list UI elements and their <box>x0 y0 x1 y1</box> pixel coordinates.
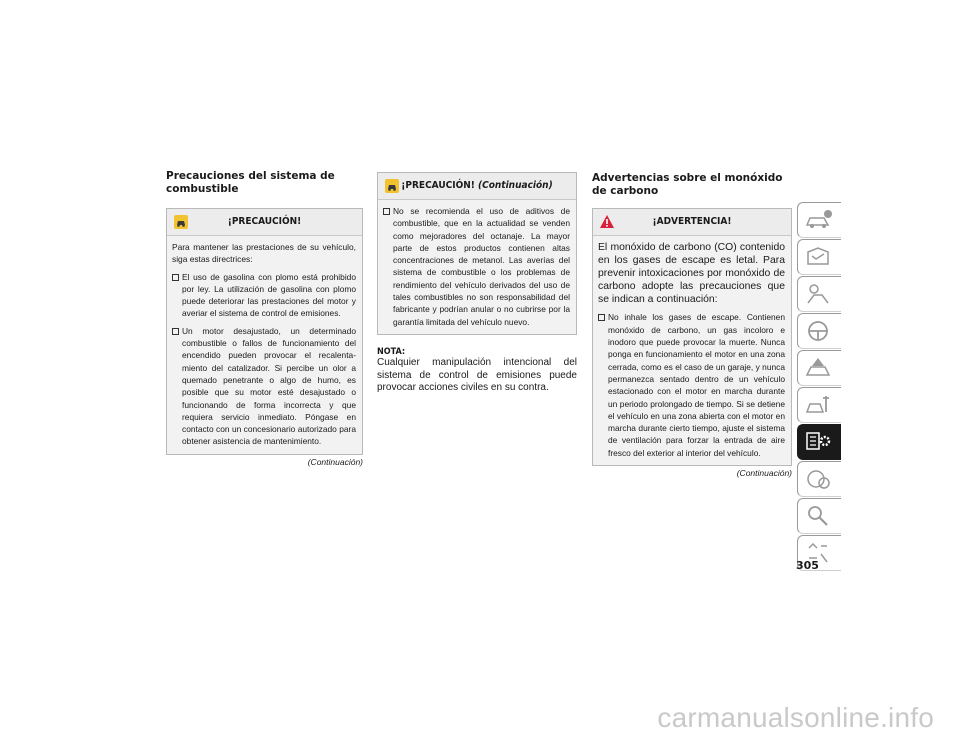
warning-box <box>592 208 792 466</box>
bullet-square-icon <box>172 328 179 335</box>
tab-emergency[interactable] <box>797 350 841 386</box>
caution-car-icon <box>173 214 189 230</box>
section-title-fuel: Precauciones del sistema de combustible <box>166 170 335 195</box>
caution-title: ¡PRECAUCIÓN! <box>227 216 302 227</box>
list-item-text: Un motor desajustado, un determinado combustible o fallos de funcionamiento del encendido pueden provocar el recalenta-miento del catalizador. Si percibe un olor a quemado penetrante o algo de humo, es posible que su motor esté desajustado o funcionando de forma incorrecta y que requiera servicio inmediato. Póngase en contacto con un concesionario autorizado para obtener asistencia de mantenimiento. <box>182 325 356 447</box>
warning-triangle-icon <box>599 214 615 230</box>
caution-box <box>166 208 363 455</box>
list-item-text: No se recomienda el uso de aditivos de combustible, que en la actualidad se venden como mejoradores del octanaje. La mayor parte de estos productos contienen altas concentraciones de metanol. Las averías del sistema de combustible o los problemas de rendimiento del vehículo derivados del uso de tales combustibles no son responsabilidad del fabricante y podrían anular o no cubrirse por la garantía limitada del vehículo nuevo. <box>393 206 570 327</box>
page-number: 305 <box>796 559 819 572</box>
multimedia-icon <box>804 466 834 492</box>
list-item <box>172 325 356 448</box>
watermark: carmanualsonline.info <box>657 702 934 733</box>
caution-title-suffix: (Continuación) <box>478 180 553 191</box>
list-item <box>598 311 785 459</box>
tab-service-maintenance[interactable] <box>797 424 841 460</box>
continuation-note: (Continuación) <box>736 468 792 479</box>
caution-header <box>378 173 576 200</box>
bullet-square-icon <box>383 208 390 215</box>
caution-title: ¡PRECAUCIÓN! <box>401 180 475 191</box>
bullet-square-icon <box>598 314 605 321</box>
car-wrench-icon <box>804 392 834 418</box>
tab-instrument-panel[interactable] <box>797 239 841 275</box>
warning-title: ¡ADVERTENCIA! <box>652 216 732 227</box>
warning-header <box>593 209 791 236</box>
chapter-tabs <box>797 202 841 572</box>
list-item-text: No inhale los gases de escape. Contienen monóxido de carbono, un gas incoloro e inodoro que puede provocar la muerte. Nunca ponga en funcionamiento el motor en una zona cerrada, como es el caso de un garaje, y nunca permanezca sentado dentro de un vehículo estacionado con el motor en marcha durante un periodo prolongado de tiempo. Si se detiene el vehículo en una zona abierta con el motor en marcha durante cierto tiempo, ajuste el sistema de ventilación para forzar la entrada de aire fresco del exterior al interior del vehículo. <box>608 312 785 458</box>
tab-controls[interactable] <box>797 276 841 312</box>
tab-starting-operating[interactable] <box>797 387 841 423</box>
search-icon <box>804 503 834 529</box>
vehicle-info-icon <box>804 207 834 233</box>
emergency-icon <box>804 355 834 381</box>
caution-car-icon <box>384 178 400 194</box>
list-item-text: El uso de gasolina con plomo está prohibido por ley. La utilización de gasolina con plomo puede deteriorar las prestaciones del motor y averiar el sistema de control de emisiones. <box>182 271 356 319</box>
steering-wheel-icon <box>804 318 834 344</box>
warning-intro: El monóxido de carbono (CO) contenido en los gases de escape es letal. Para prevenir intoxicaciones por monóxido de carbono adopte las precauciones que se indican a continuación: <box>598 242 785 306</box>
tab-search[interactable] <box>797 498 841 534</box>
caution-intro: Para mantener las prestaciones de su vehículo, siga estas directrices: <box>172 242 356 265</box>
column-middle <box>377 172 577 395</box>
controls-icon <box>804 281 834 307</box>
continuation-note: (Continuación) <box>307 456 363 467</box>
tab-multimedia[interactable] <box>797 461 841 497</box>
column-left <box>166 170 363 467</box>
list-item <box>172 271 356 320</box>
caution-header <box>167 209 362 236</box>
tab-vehicle-info[interactable] <box>797 202 841 238</box>
column-right <box>592 172 792 478</box>
section-title-co: Advertencias sobre el monóxido de carbono <box>592 172 783 197</box>
instrument-panel-icon <box>804 244 834 270</box>
bullet-square-icon <box>172 274 179 281</box>
caution-box-continued <box>377 172 577 335</box>
note-text: Cualquier manipulación intencional del sistema de control de emisiones puede provocar acciones civiles en su contra. <box>377 356 577 394</box>
list-item <box>383 205 570 328</box>
service-maintenance-icon <box>804 429 834 455</box>
tab-steering[interactable] <box>797 313 841 349</box>
note-label: NOTA: <box>377 346 406 357</box>
